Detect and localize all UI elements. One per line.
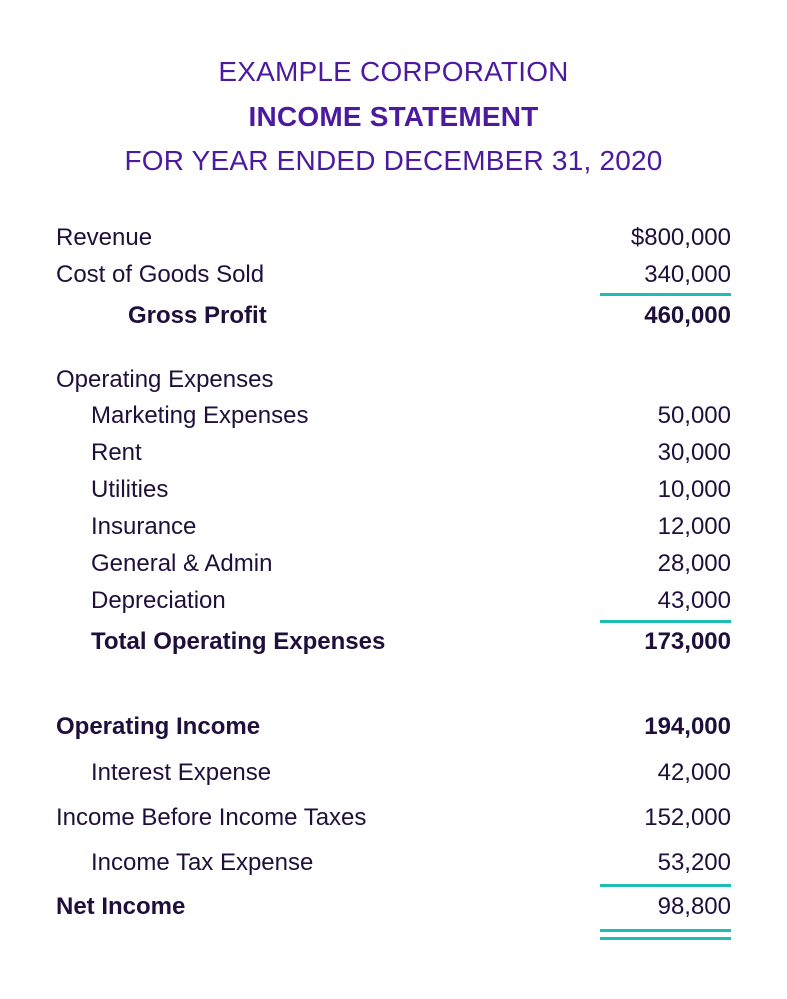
expense-row-rent	[56, 437, 731, 469]
gross-profit-row	[56, 300, 731, 332]
operating-income-label: Operating Income	[56, 713, 261, 740]
operating-income-row	[56, 711, 731, 743]
income-before-taxes-label: Income Before Income Taxes	[56, 804, 367, 831]
double-rule-bottom	[600, 937, 731, 940]
company-name: EXAMPLE CORPORATION	[218, 56, 569, 87]
statement-period: FOR YEAR ENDED DECEMBER 31, 2020	[124, 145, 663, 176]
income-tax-expense-amount: 53,200	[657, 849, 731, 876]
cogs-amount: 340,000	[644, 261, 731, 288]
expense-amount: 43,000	[657, 587, 731, 614]
expense-row-utilities	[56, 474, 731, 506]
operating-expenses-label: Operating Expenses	[56, 366, 274, 393]
income-tax-expense-label: Income Tax Expense	[91, 849, 314, 876]
cogs-label: Cost of Goods Sold	[56, 261, 265, 288]
interest-expense-label: Interest Expense	[91, 759, 272, 786]
operating-expenses-header-row	[56, 364, 731, 396]
operating-income-amount: 194,000	[644, 713, 731, 740]
expense-label: Utilities	[91, 476, 169, 503]
income-before-taxes-amount: 152,000	[644, 804, 731, 831]
expense-row-marketing	[56, 400, 731, 432]
expense-label: Depreciation	[91, 587, 226, 614]
cogs-row	[56, 259, 731, 291]
expense-row-insurance	[56, 511, 731, 543]
net-income-row	[56, 891, 731, 923]
subtotal-rule	[600, 884, 731, 887]
total-operating-expenses-row	[56, 626, 731, 658]
revenue-label: Revenue	[56, 224, 153, 251]
total-operating-expenses-label: Total Operating Expenses	[91, 628, 386, 655]
subtotal-rule	[600, 293, 731, 296]
expense-label: Insurance	[91, 513, 197, 540]
expense-label: Marketing Expenses	[91, 402, 309, 429]
revenue-amount: $800,000	[630, 224, 731, 251]
expense-label: General & Admin	[91, 550, 273, 577]
expense-amount: 10,000	[657, 476, 731, 503]
expense-amount: 50,000	[657, 402, 731, 429]
expense-row-depreciation	[56, 585, 731, 617]
double-rule-top	[600, 929, 731, 932]
gross-profit-label: Gross Profit	[128, 302, 267, 329]
expense-amount: 28,000	[657, 550, 731, 577]
expense-amount: 12,000	[657, 513, 731, 540]
revenue-row	[56, 222, 731, 254]
net-income-label: Net Income	[56, 893, 186, 920]
total-operating-expenses-amount: 173,000	[644, 628, 731, 655]
statement-title: INCOME STATEMENT	[248, 101, 539, 132]
expense-amount: 30,000	[657, 439, 731, 466]
gross-profit-amount: 460,000	[644, 302, 731, 329]
income-before-taxes-row	[56, 802, 731, 834]
net-income-amount: 98,800	[657, 893, 731, 920]
interest-expense-row	[56, 757, 731, 789]
expense-row-general-admin	[56, 548, 731, 580]
interest-expense-amount: 42,000	[657, 759, 731, 786]
subtotal-rule	[600, 620, 731, 623]
expense-label: Rent	[91, 439, 142, 466]
income-tax-expense-row	[56, 847, 731, 879]
